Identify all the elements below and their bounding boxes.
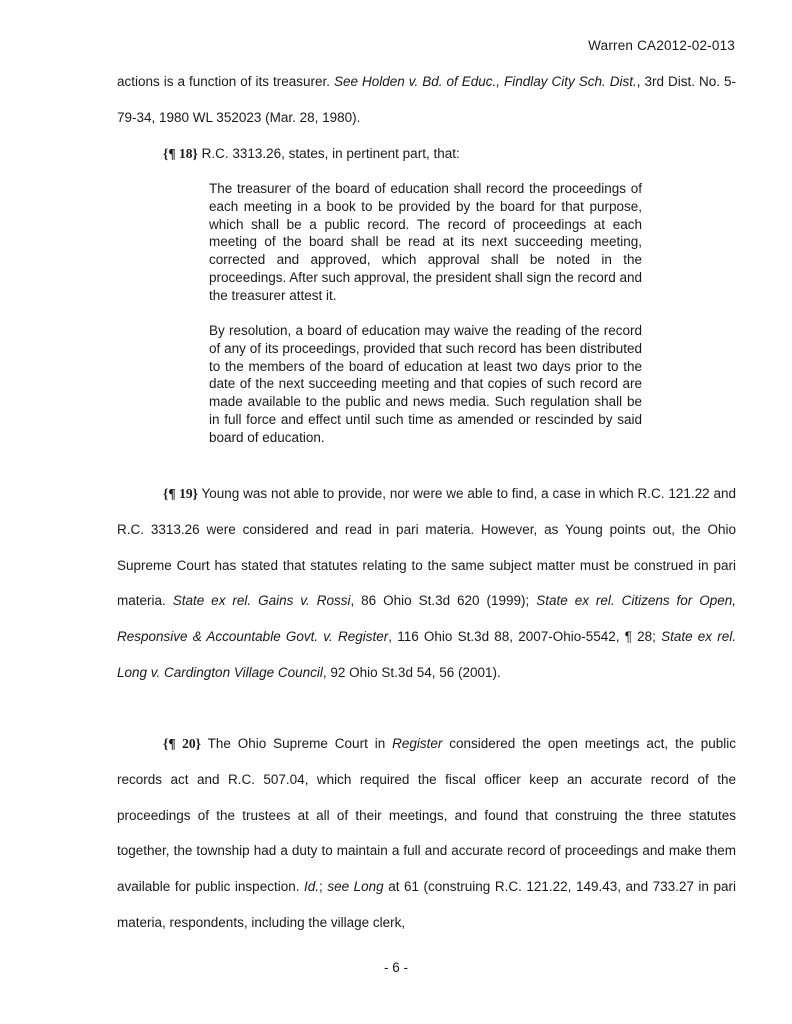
case-citation: Register [392,736,443,751]
text-run: , 92 Ohio St.3d 54, 56 (2001). [322,664,501,680]
block-quote-paragraph-1: The treasurer of the board of education shall record the proceedings of each meeting in a book to be provided by the board for that purpose, which shall be a public record. The record of proceedings at each meeting of the board shall be read at its next succeeding meeting, corrected and approved, which approval shall be noted in the proceedings. After such approval, the president shall sign the record and the treasurer attest it. [209,181,643,303]
case-citation: State ex rel. Long v. Cardington Village Council [117,629,736,680]
block-quote-paragraph-2: By resolution, a board of education may waive the reading of the record of any of its proceedings, provided that such record has been distributed to the members of the board of education at least two days prior to the date of the next succeeding meeting and that copies of such record are made available to the public and news media. Such regulation shall be in full force and effect until such time as amended or rescinded by said board of education. [209,323,642,445]
case-citation: State ex rel. Citizens for Open, Responsive & Accountable Govt. v. Register [117,593,737,645]
case-citation: State ex rel. Gains v. Rossi [172,593,351,609]
text-run: , 3rd Dist. No. 5-79-34, 1980 WL 352023 (Mar. 28, 1980). [117,74,737,125]
text-run: considered the open meetings act, the public records act and R.C. 507.04, which required the fiscal officer keep an accurate record of the proceedings of the trustees at all of their meetings, and found that construing the three statutes together, the township had a duty to maintain a full and accurate record of proceedings and make them available for public inspection. [117,736,736,895]
text-run: , 116 Ohio St.3d 88, 2007-Ohio-5542, ¶ 28; [388,629,662,645]
case-number-header: Warren CA2012-02-013 [588,38,735,53]
page-number-footer: - 6 - [383,960,408,975]
paragraph-number: {¶ 20} [163,736,201,751]
continued-paragraph [117,64,736,136]
text-run: Young was not able to provide, nor were we able to find, a case in which R.C. 121.22 and R.C. 3313.26 were considered and read in pari materia. However, as Young points out, the Ohio Supreme Court has stated that statutes relating to the same subject matter must be construed in pari materia. [117,486,736,609]
case-citation: See Holden v. Bd. of Educ., Findlay City Sch. Dist. [334,74,637,89]
paragraph-20 [117,726,736,941]
paragraph-number: {¶ 18} [163,146,198,161]
paragraph-number: {¶ 19} [163,486,198,501]
case-citation: see Long [327,879,384,895]
text-run: The Ohio Supreme Court in [200,736,393,751]
text-run: ; [319,879,328,895]
text-run: , 86 Ohio St.3d 620 (1999); [350,593,537,609]
text-run: actions is a function of its treasurer. [117,74,335,89]
text-run: at 61 (construing R.C. 121.22, 149.43, and 733.27 in pari materia, respondents, including the village clerk, [117,879,736,930]
paragraph-18 [117,136,736,172]
case-citation: Id. [304,879,320,895]
text-run: R.C. 3313.26, states, in pertinent part, that: [197,146,460,161]
paragraph-19 [117,476,736,691]
